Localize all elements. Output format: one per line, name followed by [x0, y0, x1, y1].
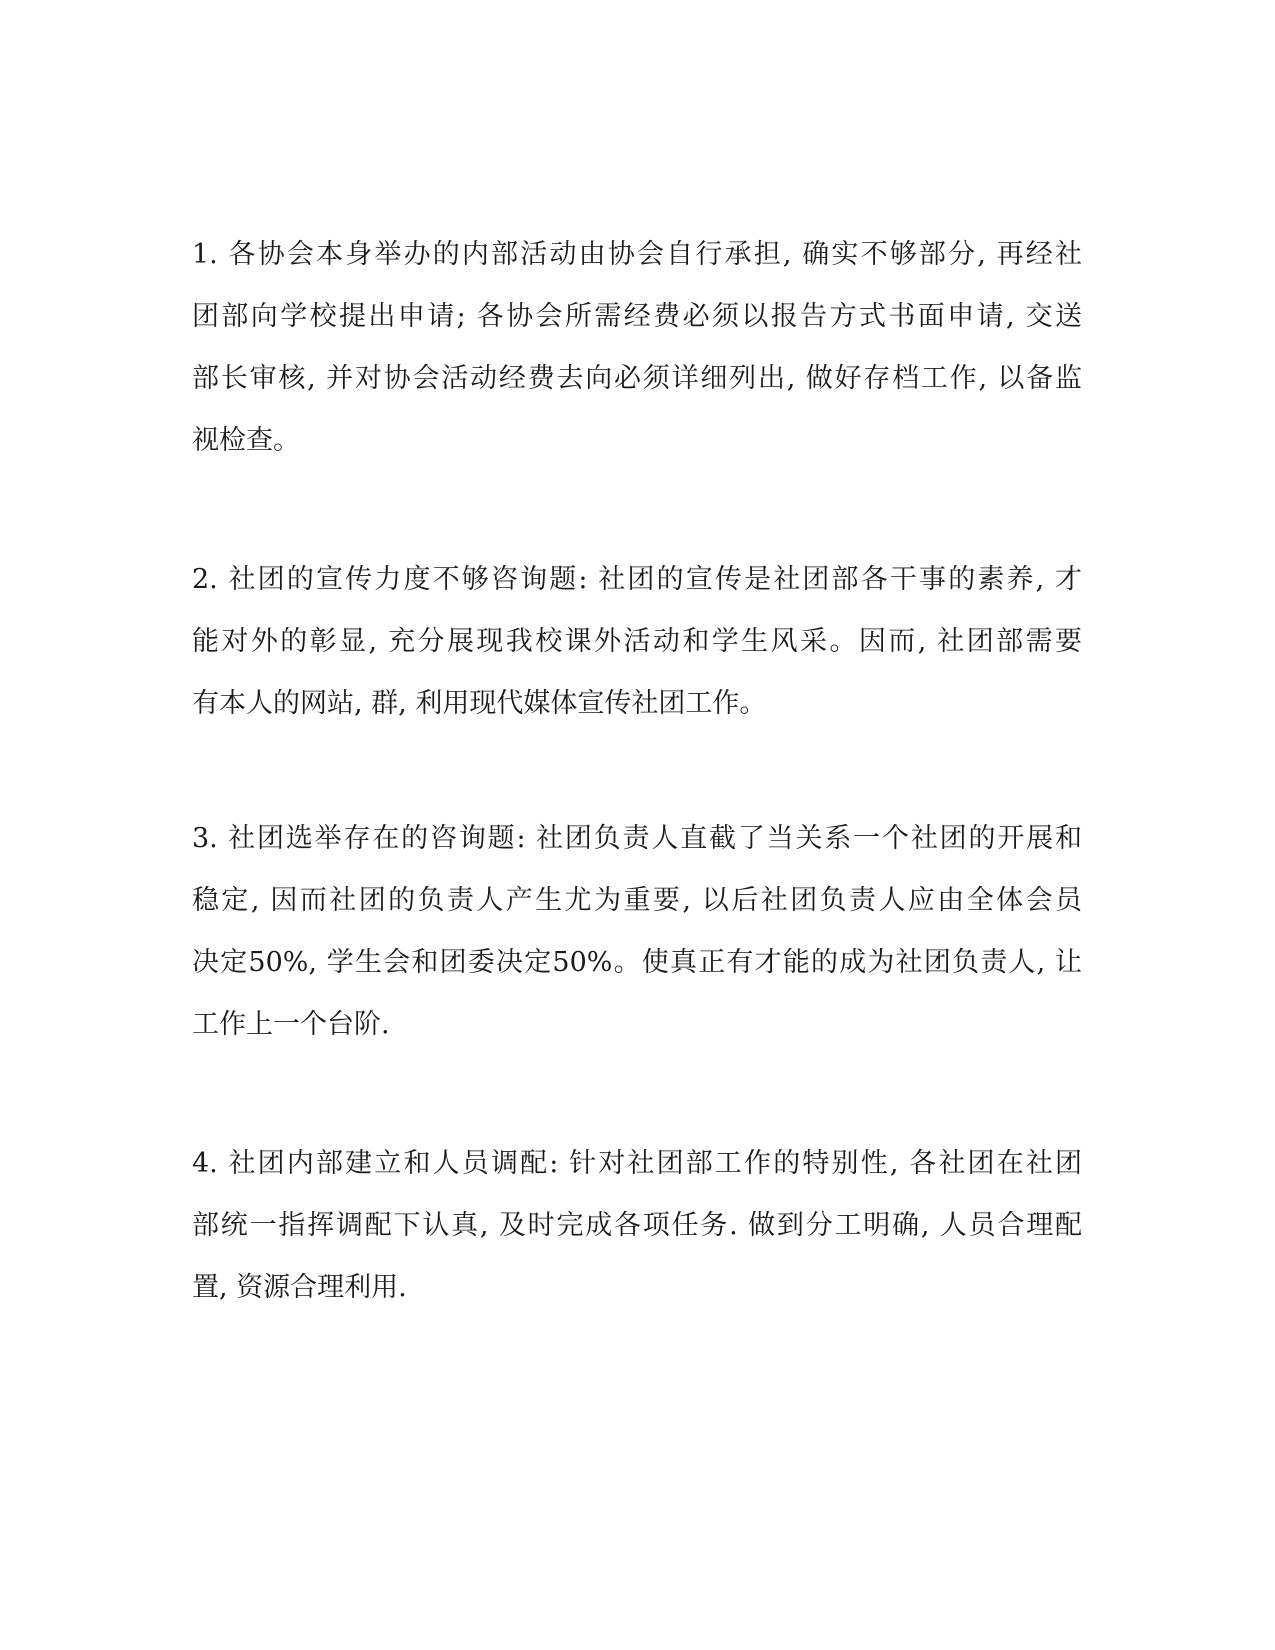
paragraph-4 [192, 1133, 1082, 1319]
paragraph-line: 团部向学校提出申请; 各协会所需经费必须以报告方式书面申请, 交送 [192, 301, 1082, 332]
paragraph-line: 3. 社团选举存在的咨询题: 社团负责人直截了当关系一个社团的开展和 [192, 823, 1082, 854]
paragraph-line: 置, 资源合理利用. [192, 1272, 407, 1303]
paragraph-2 [192, 549, 1082, 735]
paragraph-line: 工作上一个台阶. [192, 1009, 390, 1040]
paragraph-line: 部统一指挥调配下认真, 及时完成各项任务. 做到分工明确, 人员合理配 [192, 1210, 1082, 1241]
paragraph-line: 4. 社团内部建立和人员调配: 针对社团部工作的特别性, 各社团在社团 [192, 1148, 1082, 1179]
paragraph-3 [192, 808, 1082, 1056]
paragraph-line: 能对外的彰显, 充分展现我校课外活动和学生风采。因而, 社团部需要 [192, 626, 1082, 657]
paragraph-line: 决定50%, 学生会和团委决定50%。使真正有才能的成为社团负责人, 让 [192, 947, 1082, 978]
paragraph-1 [192, 224, 1082, 472]
paragraph-line: 2. 社团的宣传力度不够咨询题: 社团的宣传是社团部各干事的素养, 才 [192, 564, 1082, 595]
paragraph-line: 1. 各协会本身举办的内部活动由协会自行承担, 确实不够部分, 再经社 [192, 239, 1082, 270]
paragraph-line: 视检查。 [192, 425, 300, 456]
paragraph-line: 稳定, 因而社团的负责人产生尤为重要, 以后社团负责人应由全体会员 [192, 885, 1082, 916]
paragraph-line: 部长审核, 并对协会活动经费去向必须详细列出, 做好存档工作, 以备监 [192, 363, 1082, 394]
paragraph-line: 有本人的网站, 群, 利用现代媒体宣传社团工作。 [192, 688, 767, 719]
